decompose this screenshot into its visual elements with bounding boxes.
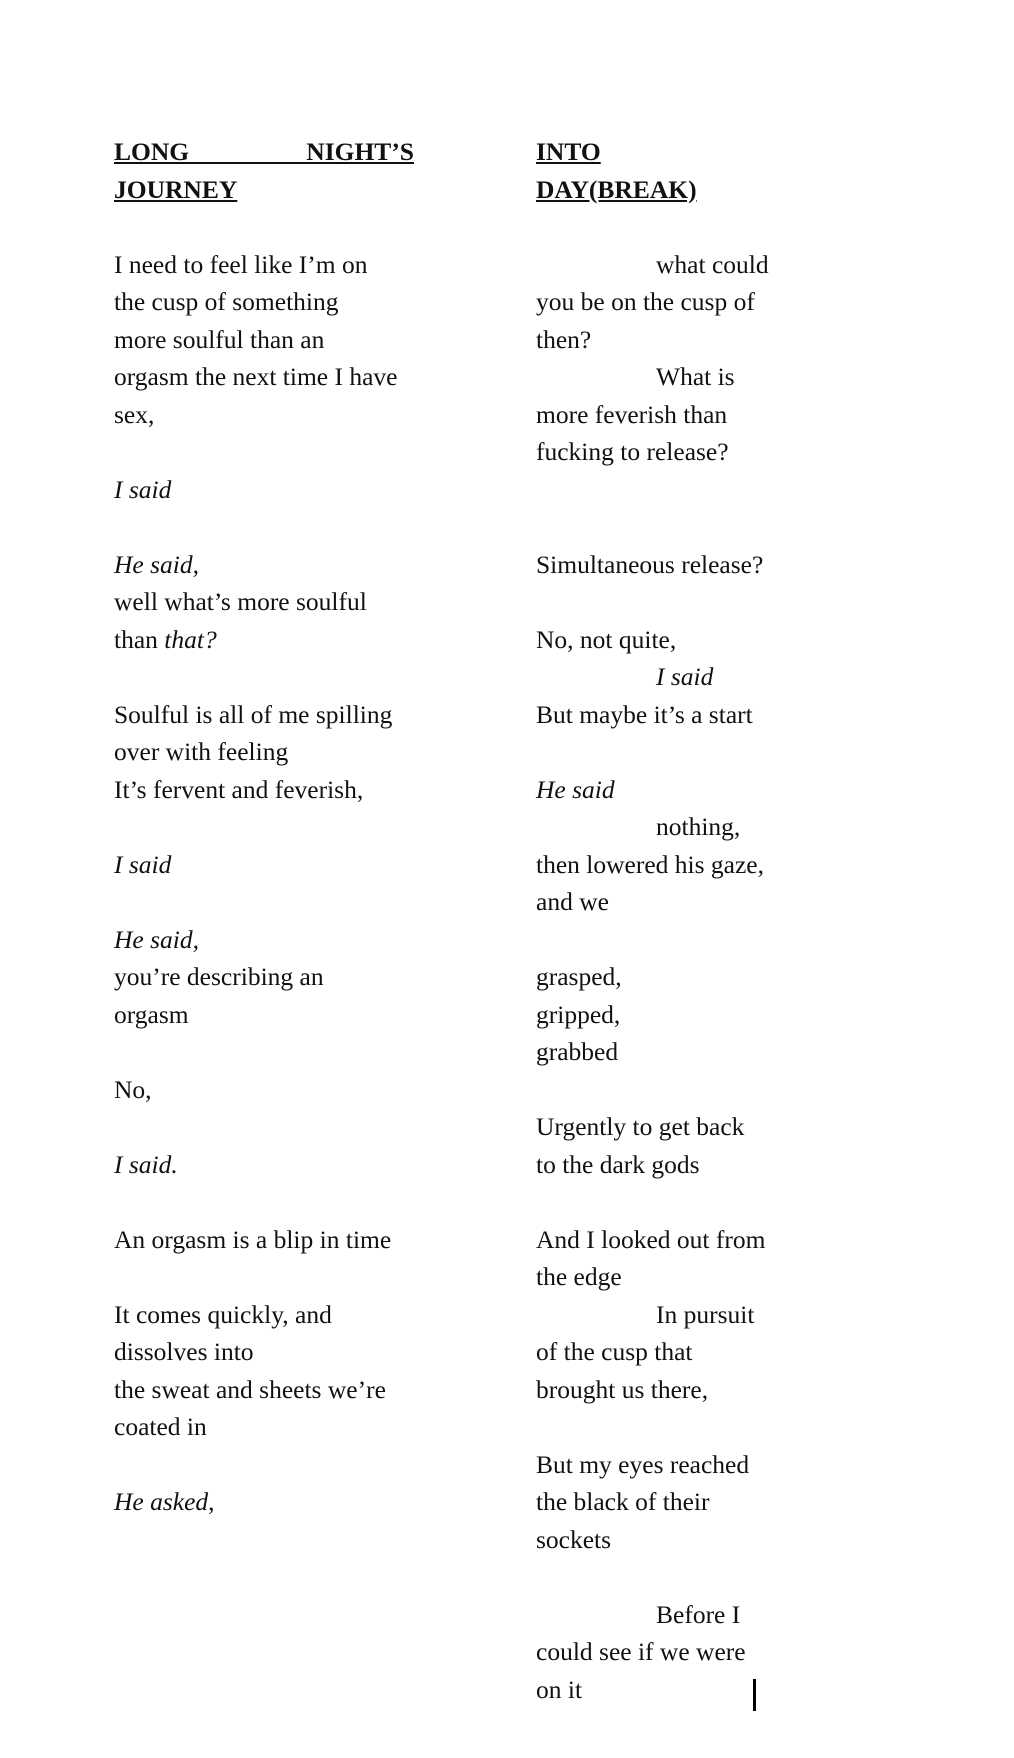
poem-line: No, not quite, xyxy=(536,624,677,654)
poem-line: But my eyes reached xyxy=(536,1449,750,1479)
poem-line: nothing, xyxy=(656,812,741,841)
poem-line: No, xyxy=(114,1074,152,1104)
poem-line: It’s fervent and feverish, xyxy=(114,774,364,804)
poem-line: Urgently to get back xyxy=(536,1112,745,1141)
poem-line: and we xyxy=(536,887,609,916)
poem-right-column xyxy=(536,133,786,1708)
poem-line: And I looked out from xyxy=(536,1224,766,1254)
poem-line: on it xyxy=(536,1674,583,1704)
poem-line: you’re describing an xyxy=(114,962,324,991)
poem-line: more feverish than xyxy=(536,399,728,429)
poem-line: brought us there, xyxy=(536,1374,709,1404)
poem-line: Soulful is all of me spilling xyxy=(114,699,393,729)
poem-line: you be on the cusp of xyxy=(536,287,755,316)
poem-line: the black of their xyxy=(536,1487,710,1516)
poem-line-italic: He said xyxy=(536,774,615,804)
poem-line-italic: He said, xyxy=(114,549,199,579)
poem-line-mixed xyxy=(114,1483,414,1521)
poem-left-column xyxy=(114,133,414,1521)
poem-text: , xyxy=(208,1487,215,1516)
poem-title-right-line: INTO xyxy=(536,137,601,166)
poem-line: sex, xyxy=(114,399,155,429)
poem-line: orgasm xyxy=(114,999,189,1029)
poem-line: what could xyxy=(656,249,769,279)
poem-line: orgasm the next time I have xyxy=(114,362,398,391)
poem-line: grabbed xyxy=(536,1037,619,1066)
poem-line: grasped, xyxy=(536,962,622,991)
poem-line: Before I xyxy=(656,1599,741,1629)
poem-line: An orgasm is a blip in time xyxy=(114,1224,392,1254)
poem-title-right-line: DAY(BREAK) xyxy=(536,174,697,204)
poem-line: But maybe it’s a start xyxy=(536,699,753,729)
poem-line-italic: I said. xyxy=(114,1149,178,1179)
poem-line: to the dark gods xyxy=(536,1149,700,1179)
text-cursor[interactable] xyxy=(753,1679,756,1711)
poem-line: the edge xyxy=(536,1262,622,1291)
poem-text-italic: He asked xyxy=(114,1487,209,1516)
poem-line: the cusp of something xyxy=(114,287,339,316)
poem-line: gripped, xyxy=(536,999,621,1029)
poem-line: then lowered his gaze, xyxy=(536,849,764,879)
poem-line: fucking to release? xyxy=(536,437,729,466)
poem-line: the sweat and sheets we’re xyxy=(114,1374,386,1404)
poem-line-mixed xyxy=(114,621,414,659)
poem-line-italic: I said xyxy=(114,474,172,504)
poem-line-italic: I said xyxy=(114,849,172,879)
poem-line: well what’s more soulful xyxy=(114,587,367,616)
poem-line-italic: I said xyxy=(656,662,714,691)
poem-line: It comes quickly, and xyxy=(114,1299,332,1329)
poem-line: could see if we were xyxy=(536,1637,746,1666)
poem-line: dissolves into xyxy=(114,1337,254,1366)
poem-text: than xyxy=(114,624,165,654)
poem-line-italic: He said, xyxy=(114,924,199,954)
poem-line: What is xyxy=(656,362,735,391)
poem-line: coated in xyxy=(114,1412,207,1441)
poem-line: over with feeling xyxy=(114,737,289,766)
poem-text-italic: that? xyxy=(164,624,217,654)
poem-line: In pursuit xyxy=(656,1299,755,1329)
poem-line: then? xyxy=(536,324,592,354)
poem-line: sockets xyxy=(536,1524,612,1554)
poem-line: of the cusp that xyxy=(536,1337,693,1366)
poem-title-left: LONG NIGHT’S JOURNEY xyxy=(114,137,414,204)
poem-line: I need to feel like I’m on xyxy=(114,249,368,279)
poem-title-right xyxy=(536,133,786,208)
poem-line: more soulful than an xyxy=(114,324,325,354)
poem-line: Simultaneous release? xyxy=(536,549,764,579)
